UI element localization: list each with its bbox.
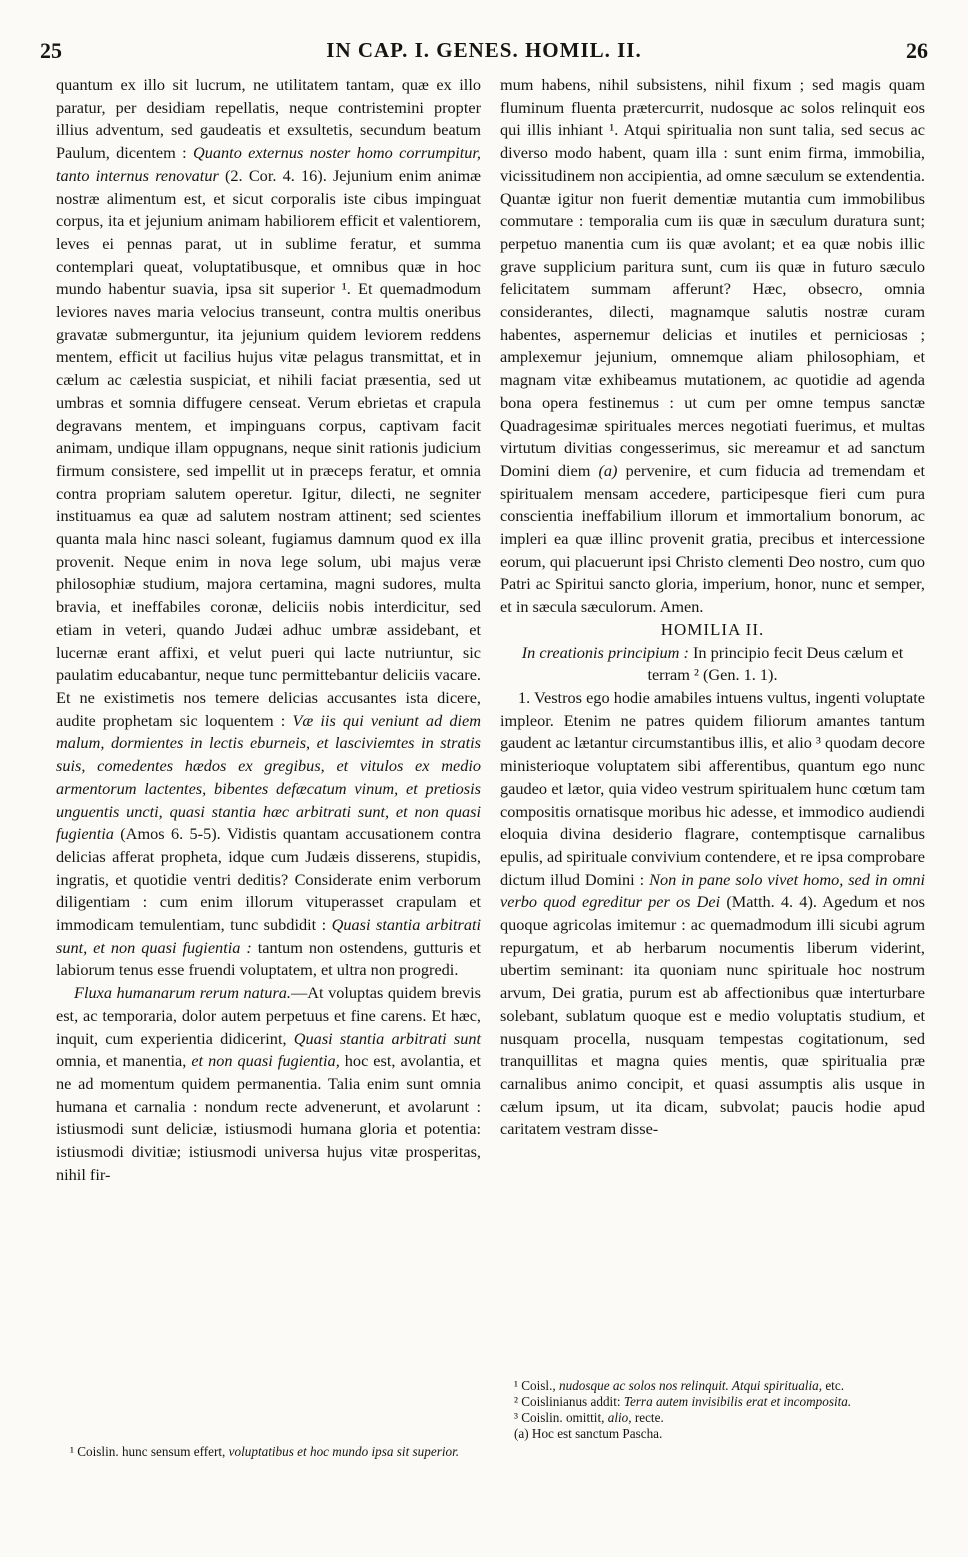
homily-subtitle: In creationis principium : In principio fecit Deus cælum et terram ² (Gen. 1. 1). bbox=[521, 642, 904, 685]
paragraph: Fluxa humanarum rerum natura.—At voluptas quidem brevis est, ac temporaria, dolor autem perpetuus et fine carens. Et hæc, inquit, cum experientia didicerint, Quasi stantia arbitrati sunt omnia, et manentia, et non quasi fugientia, hoc est, avolantia, et ne ad momentum quidem permanentia. Talia enim sunt omnia humana et carnalia : nondum recte advenerunt, et avolarunt : istiusmodi sunt deliciæ, istiusmodi humana gloria et potentia: istiusmodi divitiæ; istiusmodi universa hujus vitæ prosperitas, nihil fir- bbox=[56, 983, 481, 1184]
right-column bbox=[500, 74, 925, 1141]
running-title: IN CAP. I. GENES. HOMIL. II. bbox=[326, 38, 642, 62]
footnote: ² Coislinianus addit: Terra autem invisibilis erat et incomposita. bbox=[514, 1394, 852, 1409]
footnote: (a) Hoc est sanctum Pascha. bbox=[514, 1426, 663, 1441]
left-column bbox=[56, 74, 481, 1186]
footnote: ¹ Coisl., nudosque ac solos nos relinquit. Atqui spiritualia, etc. bbox=[514, 1378, 844, 1393]
paragraph: mum habens, nihil subsistens, nihil fixum ; sed magis quam fluminum fluenta prætercurrit, nudosque ac solos relinquit eos qui illis inhiant ¹. Atqui spiritualia non sunt talia, sed secus ac diverso modo habent, quam illa : sunt enim firma, immobilia, vicissitudinem non accipientia, ad omne sæculum se extendentia. Quantæ igitur non fuerit dementiæ mutantia cum immobilibus commutare : temporalia cum iis quæ in sæculum duratura sunt; perpetuo manentia cum iis quæ avolant; et ea quæ nobis illic grave supplicium paritura sunt, cum iis quæ in futuro sæculo felicitatem summam afferunt? Hæc, obsecro, omnia considerantes, dilecti, magnamque salutis nostræ curam habentes, aspernemur delicias et inutiles et perniciosas ; amplexemur jejunium, omnemque aliam philosophiam, et magnam vitæ exhibeamus mutationem, ac quotidie ad agenda bona opera festinemus : ut cum per omne tempus sanctæ Quadragesimæ spirituales merces negotiati fuerimus, et multas virtutum divitias congesserimus, sic mereamur et ad sanctum Domini diem (a) pervenire, et cum fiducia ad tremendam et spiritualem mensam accedere, participesque fieri cum pura conscientia ineffabilium illorum et immortalium bonorum, ac impleri ea quæ illinc provenit gratia, precibus et intercessione eorum, qui placuerunt ipsi Christo clementi Deo nostro, cum quo Patri ac Spiritui sancto gloria, imperium, honor, nunc et semper, et in sæcula sæculorum. Amen. bbox=[500, 75, 925, 617]
footnote: ³ Coislin. omittit, alio, recte. bbox=[514, 1410, 664, 1425]
footnotes-right bbox=[500, 1378, 925, 1442]
section-heading: Fluxa humanarum rerum natura. bbox=[74, 983, 291, 1003]
page-number-left: 25 bbox=[40, 38, 62, 63]
paragraph: quantum ex illo sit lucrum, ne utilitatem tantam, quæ ex illo paratur, per desidiam repellatis, neque contristemini propter illius adventum, sed gaudeatis et exsultetis, secundum beatum Paulum, dicentem : Quanto externus noster homo corrumpitur, tanto internus renovatur (2. Cor. 4. 16). Jejunium enim animæ nostræ alimentum est, et sicut corporalis iste cibus impinguat corpus, ita et jejunium animam habiliorem efficit et valentiorem, leves ei pennas parat, ut in sublime feratur, et summa contemplari queat, voluptatibusque, et omnibus quæ in hoc mundo habentur suavia, ipsa sit superior ¹. Et quemadmodum leviores naves maria velocius transeunt, contra multis oneribus gravatæ submerguntur, ita jejunium quidem leviorem reddens mentem, efficit ut facilius hujus vitæ pelagus transmittat, et in cælum ac cælestia suspiciat, et nihili faciat præsentia, sed ut umbras et somnia diffugere censeat. Verum ebrietas et crapula degravans mentem, et impinguans corpus, captivam facit animam, undique illam oppugnans, neque sinit rationis judicium firmum consistere, sed impellit ut in præceps feratur, et omnia contra propriam salutem operetur. Igitur, dilecti, ne segniter instituamus ea quæ ad salutem nostram attinent; sed scientes quanta mala hinc nasci soleant, fugiamus damnum quod ex illa provenit. Neque enim in nova lege solum, ubi majus veræ philosophiæ studium, majora certamina, magni sudores, multa bravia, et ineffabiles coronæ, deliciis nobis interdicitur, sed etiam in veteri, quando Judæi adhuc umbræ assidebant, et lucernæ erant affixi, et velut pueri qui lacte nutriuntur, sic paulatim educabantur, neque tunc permittebantur deliciis vacare. Et ne existimetis nos temere delicias accusantes ista dicere, audite prophetam sic loquentem : Væ iis qui veniunt ad diem malum, dormientes in lectis eburneis, et lasciviemtes in stratis suis, comedentes hædos ex gregibus, et vitulos ex medio armentorum lactentes, bibentes defæcatum vinum, et pretiosis unguentis uncti, quasi stantia hæc arbitrati sunt, et non quasi fugientia (Amos 6. 5-5). Vidistis quantam accusationem contra delicias afferat propheta, idque cum Judæis disserens, stupidis, ingratis, et quotidie ventri deditis? Considerate enim verborum diligentiam : cum enim illorum vituperasset crapulam et immodicam temulentiam, tunc subdidit : Quasi stantia arbitrati sunt, et non quasi fugientia : tantum non ostendens, gutturis et labiorum tenus esse fruendi voluptatem, et ultra non progredi. bbox=[56, 75, 482, 980]
page-number-right: 26 bbox=[906, 38, 928, 63]
homily-title: HOMILIA II. bbox=[660, 619, 765, 639]
footnote: ¹ Coislin. hunc sensum effert, voluptatibus et hoc mundo ipsa sit superior. bbox=[70, 1444, 460, 1459]
running-header bbox=[40, 38, 928, 68]
paragraph: 1. Vestros ego hodie amabiles intuens vultus, ingenti voluptate impleor. Etenim ne patres quidem filiorum amantes tantum gaudent ac lætantur circumstantibus illis, et alio ³ quodam decore ministerioque voluptatem sibi afferentibus, quantum ego nunc gaudeo et lætor, quia video vestrum spiritualem hunc cœtum tam compositis ornatisque moribus hic adesse, et immodico audiendi eloquia divina desiderio flagrare, contemptisque carnalibus epulis, ad spirituale convivium contendere, et re ipsa comprobare dictum illud Domini : Non in pane solo vivet homo, sed in omni verbo quod egreditur per os Dei (Matth. 4. 4). Agedum et nos quoque agricolas imitemur : ac quemadmodum illi sicubi agrum repurgatum, et ab herbarum nocumentis liberum viderint, ubertim seminant: ita quoniam nunc spirituale hoc nostrum arvum, Dei gratia, purum est ab affectionibus quæ interturbare solebant, sublatum quoque est e medio voluptatis studium, et nusquam procella, nusquam tempestas cogitationum, sed tranquillitas et magna quies mentis, quæ spiritualia præ carnalibus animo concipit, et quasi assumptis alis usque in cælum ipsum, ut ita dicam, subvolat; paucis hodie apud caritatem vestram disse- bbox=[500, 687, 926, 1139]
footnotes-left bbox=[56, 1444, 481, 1460]
